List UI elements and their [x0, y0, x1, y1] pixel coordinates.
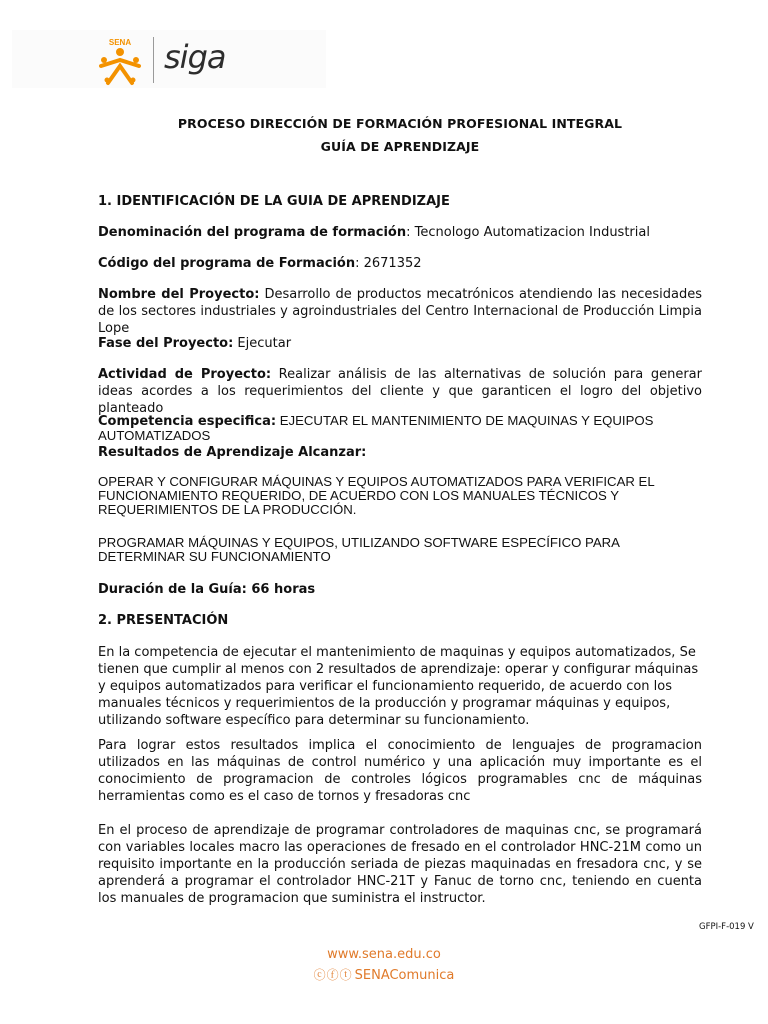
program-name-value: : Tecnologo Automatizacion Industrial: [406, 225, 650, 240]
project-phase-value: Ejecutar: [233, 336, 292, 351]
program-code-field: [98, 255, 702, 272]
project-activity-label: Actividad de Proyecto:: [98, 367, 272, 382]
siga-logo-text: siga: [164, 40, 226, 76]
project-name-field: [98, 286, 702, 337]
presentation-paragraph-3: En el proceso de aprendizaje de programar controladores de maquinas cnc, se programará con variables locales macro las operaciones de fresado en el controlador HNC-21M como un requisito importante en la producción seriada de piezas maquinadas en fresadora cnc, y se aprenderá a programar el controlador HNC-21T y Fanuc de torno cnc, teniendo en cuenta los manuales de programacion que suministra el instructor.: [98, 823, 702, 906]
logo-divider: [153, 37, 154, 83]
social-handle[interactable]: SENAComunica: [354, 968, 455, 983]
learning-result-1: OPERAR Y CONFIGURAR MÁQUINAS Y EQUIPOS AUTOMATIZADOS PARA VERIFICAR EL FUNCIONAMIENTO REQUERIDO, DE ACUERDO CON LOS MANUALES TÉCNICOS Y REQUERIMIENTOS DE LA PRODUCCIÓN.: [98, 474, 655, 517]
footer-social: [0, 966, 768, 983]
document-subtitle: GUÍA DE APRENDIZAJE: [320, 139, 480, 154]
program-name-label: Denominación del programa de formación: [98, 225, 407, 240]
form-code: GFPI-F-019 V: [699, 922, 754, 932]
program-code-label: Código del programa de Formación: [98, 256, 356, 271]
section-1-heading: 1. IDENTIFICACIÓN DE LA GUIA DE APRENDIZAJE: [98, 194, 450, 209]
learning-result-2: PROGRAMAR MÁQUINAS Y EQUIPOS, UTILIZANDO SOFTWARE ESPECÍFICO PARA DETERMINAR SU FUNCIONAMIENTO: [98, 535, 620, 564]
competence-value: EJECUTAR EL MANTENIMIENTO DE MAQUINAS Y EQUIPOS AUTOMATIZADOS: [98, 413, 654, 443]
project-name-value: Desarrollo de productos mecatrónicos atendiendo las necesidades de los sectores industriales y agroindustriales del Centro Internacional de Producción Limpia Lope: [98, 287, 702, 336]
project-name-label: Nombre del Proyecto:: [98, 287, 260, 302]
project-phase-field: [98, 335, 702, 352]
learning-results-label: Resultados de Aprendizaje Alcanzar:: [98, 445, 367, 460]
siga-logo: [164, 40, 244, 80]
section-2-heading: 2. PRESENTACIÓN: [98, 613, 229, 628]
social-media-icon: ⓒⓕⓣ: [313, 968, 353, 982]
guide-duration: Duración de la Guía: 66 horas: [98, 582, 316, 597]
competence-label: Competencia especifica:: [98, 414, 277, 429]
program-name-field: [98, 224, 702, 241]
presentation-paragraph-2: Para lograr estos resultados implica el conocimiento de lenguajes de programacion utilizados en las máquinas de control numérico y una aplicación muy importante es el conocimiento de programacion de controles lógicos programables cnc de máquinas herramientas como es el caso de tornos y fresadoras cnc: [98, 738, 702, 804]
sena-logo-icon: [96, 36, 144, 86]
sena-logo-text: SENA: [108, 38, 132, 47]
project-activity-value: Realizar análisis de las alternativas de solución para generar ideas acordes a los requerimientos del cliente y que garanticen el logro del objetivo planteado: [98, 367, 702, 416]
presentation-paragraph-1: En la competencia de ejecutar el mantenimiento de maquinas y equipos automatizados, Se tienen que cumplir al menos con 2 resultados de aprendizaje: operar y configurar máquinas y equipos automatizados para verificar el funcionamiento requerido, de acuerdo con los manuales técnicos y requerimientos de la producción y programar máquinas y equipos, utilizando software específico para determinar su funcionamiento.: [98, 645, 699, 728]
project-phase-label: Fase del Proyecto:: [98, 336, 234, 351]
footer-website-link[interactable]: www.sena.edu.co: [327, 947, 441, 962]
project-activity-field: [98, 366, 702, 417]
competence-field: [98, 414, 702, 444]
document-title: PROCESO DIRECCIÓN DE FORMACIÓN PROFESIONAL INTEGRAL: [177, 116, 623, 131]
program-code-value: : 2671352: [355, 256, 422, 271]
